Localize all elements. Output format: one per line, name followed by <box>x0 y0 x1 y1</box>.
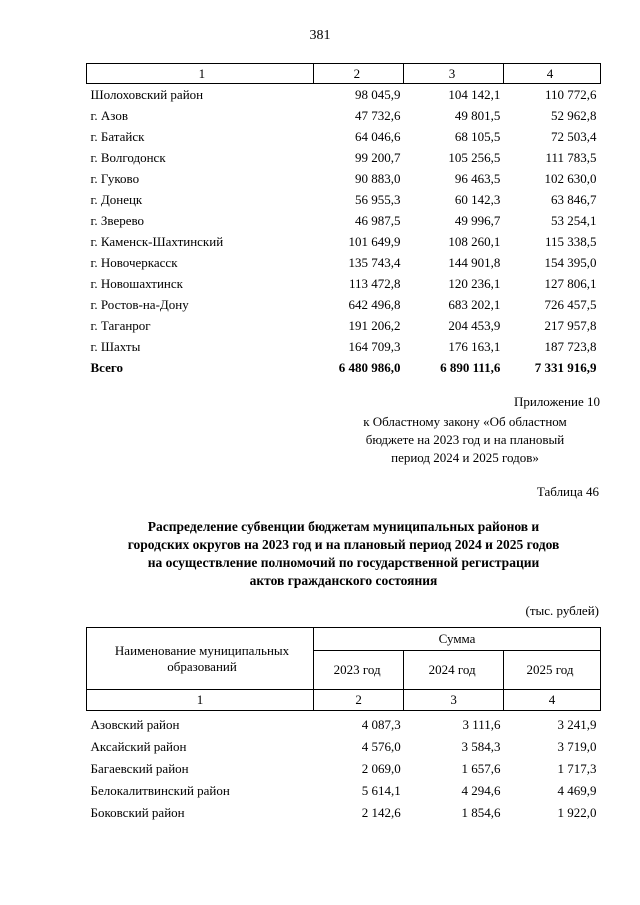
total-row <box>87 357 601 378</box>
total-2023: 6 480 986,0 <box>338 360 401 375</box>
appendix-line: период 2024 и 2025 годов» <box>391 450 539 465</box>
value-2024: 1 854,6 <box>461 805 501 820</box>
municipality-name: г. Волгодонск <box>90 150 166 165</box>
municipality-name: Шолоховский район <box>90 87 204 102</box>
year-header: 2025 год <box>504 651 601 690</box>
value-2023: 2 142,6 <box>361 805 401 820</box>
table-row <box>87 126 601 147</box>
appendix-reference <box>330 413 600 467</box>
table-row <box>87 336 601 357</box>
value-2024: 204 453,9 <box>448 318 501 333</box>
value-2023: 191 206,2 <box>348 318 401 333</box>
value-2023: 46 987,5 <box>354 213 401 228</box>
municipality-name: г. Ростов-на-Дону <box>90 297 189 312</box>
page-number: 381 <box>309 28 331 43</box>
value-2024: 49 996,7 <box>454 213 501 228</box>
table-row <box>87 294 601 315</box>
value-2024: 144 901,8 <box>448 255 501 270</box>
table-row <box>87 105 601 126</box>
value-2025: 726 457,5 <box>544 297 597 312</box>
municipality-name: г. Таганрог <box>90 318 151 333</box>
header-line: образований <box>167 658 237 674</box>
value-2023: 4 576,0 <box>361 739 401 754</box>
table-label: Таблица 46 <box>536 484 599 499</box>
value-2023: 99 200,7 <box>354 150 401 165</box>
municipality-name: Багаевский район <box>90 761 189 776</box>
value-2025: 3 719,0 <box>557 739 597 754</box>
municipality-name: г. Батайск <box>90 129 145 144</box>
table-row <box>87 736 601 758</box>
sum-column-header: Сумма <box>314 628 601 651</box>
value-2023: 64 046,6 <box>354 129 401 144</box>
appendix-line: к Областному закону «Об областном <box>363 414 567 429</box>
value-2025: 102 630,0 <box>544 171 597 186</box>
value-2024: 3 584,3 <box>461 739 501 754</box>
column-index: 4 <box>504 690 601 711</box>
value-2024: 68 105,5 <box>454 129 501 144</box>
value-2023: 135 743,4 <box>348 255 401 270</box>
heading-line: на осуществление полномочий по государственной регистрации <box>147 555 540 570</box>
value-2023: 47 732,6 <box>354 108 401 123</box>
subvention-table <box>86 627 601 824</box>
total-2024: 6 890 111,6 <box>440 360 501 375</box>
value-2025: 4 469,9 <box>557 783 597 798</box>
table-row <box>87 231 601 252</box>
name-column-header <box>87 628 314 690</box>
value-2023: 4 087,3 <box>361 717 401 732</box>
column-index: 3 <box>403 64 503 84</box>
table-row <box>87 147 601 168</box>
value-2025: 53 254,1 <box>551 213 597 228</box>
municipality-name: Азовский район <box>90 717 180 732</box>
value-2023: 2 069,0 <box>361 761 401 776</box>
table-heading <box>86 518 601 590</box>
value-2025: 154 395,0 <box>544 255 597 270</box>
municipality-name: г. Новочеркасск <box>90 255 178 270</box>
value-2024: 176 163,1 <box>448 339 501 354</box>
value-2025: 187 723,8 <box>544 339 597 354</box>
value-2025: 217 957,8 <box>544 318 597 333</box>
table-row <box>87 210 601 231</box>
value-2025: 63 846,7 <box>551 192 597 207</box>
value-2025: 111 783,5 <box>545 150 597 165</box>
value-2023: 90 883,0 <box>354 171 401 186</box>
units-label: (тыс. рублей) <box>525 603 599 618</box>
value-2025: 3 241,9 <box>557 717 597 732</box>
value-2025: 115 338,5 <box>544 234 597 249</box>
table-row <box>87 711 601 737</box>
value-2025: 127 806,1 <box>544 276 597 291</box>
column-index: 2 <box>314 690 404 711</box>
municipality-name: г. Зверево <box>90 213 145 228</box>
value-2025: 52 962,8 <box>551 108 597 123</box>
heading-line: городских округов на 2023 год и на плановый период 2024 и 2025 годов <box>127 537 560 552</box>
column-index: 2 <box>313 64 403 84</box>
value-2024: 104 142,1 <box>448 87 501 102</box>
table-row <box>87 315 601 336</box>
value-2025: 1 922,0 <box>557 805 597 820</box>
municipality-name: Боковский район <box>90 805 185 820</box>
value-2024: 105 256,5 <box>448 150 501 165</box>
municipality-name: Аксайский район <box>90 739 187 754</box>
municipality-name: г. Донецк <box>90 192 143 207</box>
total-label: Всего <box>90 360 123 375</box>
year-header: 2023 год <box>314 651 404 690</box>
table-row <box>87 84 601 106</box>
year-header: 2024 год <box>404 651 504 690</box>
municipality-name: г. Азов <box>90 108 128 123</box>
municipality-name: г. Каменск-Шахтинский <box>90 234 224 249</box>
value-2024: 60 142,3 <box>454 192 501 207</box>
column-index-row <box>87 690 601 711</box>
value-2024: 3 111,6 <box>462 717 501 732</box>
value-2023: 101 649,9 <box>348 234 401 249</box>
table-row <box>87 758 601 780</box>
table-row <box>87 168 601 189</box>
value-2024: 4 294,6 <box>461 783 501 798</box>
column-index: 1 <box>87 690 314 711</box>
table-row <box>87 252 601 273</box>
municipality-name: г. Шахты <box>90 339 141 354</box>
table-row <box>87 273 601 294</box>
table-row <box>87 189 601 210</box>
value-2023: 642 496,8 <box>348 297 401 312</box>
column-index-row <box>87 64 601 84</box>
table-row <box>87 802 601 824</box>
value-2024: 120 236,1 <box>448 276 501 291</box>
value-2024: 96 463,5 <box>454 171 501 186</box>
value-2023: 5 614,1 <box>361 783 401 798</box>
municipality-name: г. Гуково <box>90 171 140 186</box>
column-index: 4 <box>503 64 600 84</box>
value-2023: 56 955,3 <box>354 192 401 207</box>
value-2025: 72 503,4 <box>551 129 597 144</box>
appendix-title: Приложение 10 <box>513 394 600 409</box>
municipality-name: г. Новошахтинск <box>90 276 183 291</box>
budget-table-continuation <box>86 63 601 378</box>
column-index: 1 <box>87 64 314 84</box>
appendix-line: бюджете на 2023 год и на плановый <box>365 432 565 447</box>
value-2025: 1 717,3 <box>557 761 597 776</box>
heading-line: актов гражданского состояния <box>249 573 438 588</box>
value-2024: 108 260,1 <box>448 234 501 249</box>
table-row <box>87 780 601 802</box>
header-line: Наименование муниципальных <box>114 642 290 658</box>
value-2025: 110 772,6 <box>544 87 597 102</box>
heading-line: Распределение субвенции бюджетам муниципальных районов и <box>147 519 540 534</box>
value-2023: 98 045,9 <box>354 87 401 102</box>
value-2023: 113 472,8 <box>348 276 401 291</box>
total-2025: 7 331 916,9 <box>534 360 597 375</box>
value-2023: 164 709,3 <box>348 339 401 354</box>
column-index: 3 <box>404 690 504 711</box>
municipality-name: Белокалитвинский район <box>90 783 230 798</box>
value-2024: 49 801,5 <box>454 108 501 123</box>
value-2024: 683 202,1 <box>448 297 501 312</box>
value-2024: 1 657,6 <box>461 761 501 776</box>
